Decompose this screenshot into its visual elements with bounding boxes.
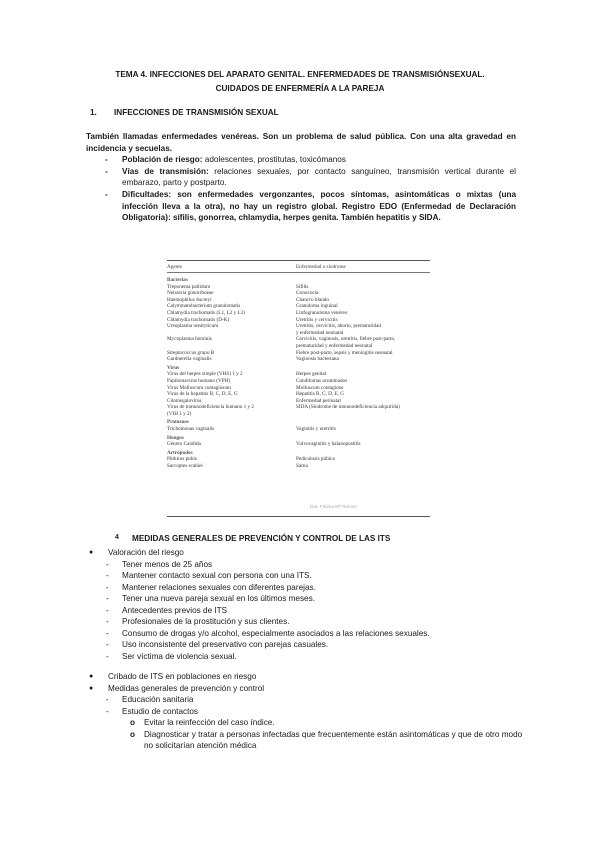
agent-cell: Virus de la hepatitis B, C, D, E, G: [167, 391, 238, 398]
table-row: [167, 297, 430, 304]
table-body: [167, 275, 430, 470]
agent-cell: Chlamydia trachomatis (D-K): [167, 316, 230, 323]
table-group-header: [167, 417, 430, 426]
section-1-body: [86, 131, 516, 224]
disease-cell: Gonococia: [296, 290, 319, 297]
disease-cell: Herpes genital: [296, 371, 327, 378]
disease-cell: Enfermedad perinatal: [296, 397, 341, 404]
table-row: [167, 310, 430, 317]
table-top-rule: [167, 260, 430, 261]
header-agent: Agente: [167, 264, 182, 270]
item-text: Diagnosticar y tratar a personas infectadas que frecuentemente están asintomáticas y que de otro modo no solicitarían atención médica: [144, 729, 523, 750]
table-row: [167, 456, 430, 463]
item-text: Educación sanitaria: [122, 695, 194, 704]
measures-list: [86, 694, 526, 717]
list-item: - Estudio de contactos: [106, 706, 199, 716]
item-text: Mantener contacto sexual con persona con una ITS.: [122, 571, 312, 580]
agent-cell: Mycoplasma hominis: [167, 336, 212, 343]
agent-cell: Citomegalovirus: [167, 397, 202, 404]
disease-cell: Fiebre post-parto, sepsis y meningitis neonatal: [296, 349, 393, 356]
table-row: [167, 284, 430, 291]
item-label: Dificultades:: [122, 189, 172, 199]
group-name: Artrópodos: [167, 449, 193, 456]
disease-cell: Linfogranuloma venéreo: [296, 309, 348, 316]
section-2-body: [86, 547, 526, 752]
agent-cell: [167, 330, 296, 337]
table-row: [167, 350, 430, 357]
table-row: [167, 404, 430, 411]
bullet-risk: [86, 547, 526, 559]
group-name: Virus: [167, 364, 180, 371]
item-text: Profesionales de la prostitución y sus clientes.: [122, 617, 290, 626]
bullet-measures: [86, 683, 526, 695]
table-row: [167, 391, 430, 398]
bullet-text: Medidas generales de prevención y control: [108, 683, 265, 693]
list-item: - Tener menos de 25 años: [106, 559, 213, 569]
bullet-icon: ●: [89, 684, 94, 692]
disease-cell: Condilomas acuminados: [296, 377, 348, 384]
table-row: [167, 317, 430, 324]
risk-factors-list: [86, 559, 526, 663]
item-text: Uso inconsistente del preservativo con parejas casuales.: [122, 640, 329, 649]
table-row: [167, 303, 430, 310]
table-group-header: [167, 275, 430, 284]
disease-cell: Molluscum contagioso: [296, 384, 344, 391]
document-title: [60, 68, 540, 96]
item-text: Evitar la reinfección del caso índice.: [144, 718, 275, 727]
agent-cell: Trichomonas vaginalis: [167, 426, 215, 433]
table-row: [167, 441, 430, 448]
item-text: adolescentes, prostitutas, toxicómanos: [202, 155, 346, 165]
bullet-text: Valoración del riesgo: [108, 548, 184, 557]
disease-cell: Uretritis, cervicitis, aborto, prematuridad: [296, 323, 381, 330]
table-row: [167, 378, 430, 385]
section-title: MEDIDAS GENERALES DE PREVENCIÓN Y CONTROL DE LAS ITS: [132, 534, 391, 543]
disease-cell: Vaginosis bacteriana: [296, 356, 339, 363]
group-name: Hongos: [167, 434, 184, 441]
table-row: [167, 426, 430, 433]
agent-cell: Virus de inmunodeficiencia humano 1 y 2: [167, 404, 254, 411]
agent-cell: Gardnerella vaginalis: [167, 356, 212, 363]
watermark: Dra. Fátima Mª Ramos: [310, 504, 357, 509]
table-group-header: [167, 448, 430, 457]
table-row: [167, 336, 430, 343]
agent-cell: [167, 343, 296, 350]
item-text: Estudio de contactos: [122, 706, 199, 716]
table-row: [167, 356, 430, 363]
item-text: Mantener relaciones sexuales con diferentes parejas.: [122, 582, 316, 592]
list-item: - Mantener contacto sexual con persona con una ITS.: [106, 571, 312, 580]
item-text: son enfermedades vergonzantes, pocos síntomas, asintomáticas o mixtas (una infección lleva a la otra), no hay un registro global. Registro EDO (Enfermedad de Declaración Obligatoria): sífilis, gonorrea, chlamydia, herpes genita. También hepatitis y SIDA.: [122, 189, 516, 223]
table-row: [167, 323, 430, 330]
disease-cell: Sífilis: [296, 283, 309, 290]
arrow-bullet-icon: 4: [115, 534, 119, 541]
agent-cell: Treponema pallidum: [167, 283, 211, 290]
agent-cell: Calymmatobacterium granulomatis: [167, 303, 241, 310]
list-item: - Consumo de drogas y/o alcohol, especialmente asociados a las relaciones sexuales.: [106, 628, 430, 638]
list-item: - Educación sanitaria: [106, 695, 194, 704]
table-row: [167, 371, 430, 378]
disease-cell: Pediculosis púbica: [296, 456, 335, 463]
agent-cell: Phthirus pubis: [167, 456, 197, 463]
list-item: - Mantener relaciones sexuales con diferentes parejas.: [106, 582, 316, 592]
disease-cell: Sarna: [296, 463, 308, 470]
group-name: Protozoos: [167, 419, 189, 426]
list-item: - Población de riesgo: adolescentes, prostitutas, toxicómanos: [105, 155, 346, 165]
group-name: Bacterias: [167, 277, 188, 283]
item-text: relaciones sexuales, por contacto sanguíneo, transmisión vertical durante el embarazo, parto y postparto.: [122, 166, 516, 188]
item-text: Tener una nueva pareja sexual en los últimos meses.: [122, 594, 315, 603]
disease-cell: prematuridad y enfermedad neonatal: [296, 342, 373, 349]
list-item: - Tener una nueva pareja sexual en los últimos meses.: [106, 594, 315, 603]
intro-paragraph: También llamadas enfermedades venéreas. Son un problema de salud pública. Con una alta gravedad en incidencia y secuelas.: [86, 132, 516, 153]
risk-info-list: [86, 154, 516, 224]
item-text: Consumo de drogas y/o alcohol, especialmente asociados a las relaciones sexuales.: [122, 628, 430, 638]
table-header-rule: [167, 272, 430, 273]
title-line-1: TEMA 4. INFECCIONES DEL APARATO GENITAL. ENFERMEDADES DE TRANSMISIÓNSEXUAL.: [115, 70, 485, 79]
item-label: Población de riesgo:: [122, 155, 203, 165]
item-label: Vías de transmisión:: [122, 166, 209, 176]
bullet-text: Cribado de ITS en poblaciones en riesgo: [108, 672, 257, 681]
header-disease: Enfermedad o síndrome: [296, 264, 346, 270]
item-text: Tener menos de 25 años: [122, 559, 213, 569]
item-text: Antecedentes previos de ITS: [122, 605, 228, 615]
disease-cell: Cervicitis, vaginosis, uretritis, fiebre post-parto,: [296, 336, 396, 343]
section-title: INFECCIONES DE TRANSMISIÓN SEXUAL: [114, 108, 279, 117]
disease-cell: Vulvovaginitis y balanopostitis: [296, 441, 361, 448]
list-item: - Dificultades: son enfermedades vergonzantes, pocos síntomas, asintomáticas o mixtas (una infección lleva a la otra), no hay un registro global. Registro EDO (Enfermedad de Declaración Obligatoria): sífilis, gonorrea, chlamydia, herpes genita. También hepatitis y SIDA.: [105, 189, 516, 223]
disease-cell: Chancro blando: [296, 296, 329, 303]
table-group-header: [167, 433, 430, 442]
agent-cell: Sarcoptes scabiei: [167, 463, 203, 470]
contacts-list: [86, 717, 526, 752]
item-text: Ser víctima de violencia sexual.: [122, 651, 237, 661]
bullet-icon: ●: [89, 549, 94, 556]
agent-cell: Neisseria gonorrhoeae: [167, 290, 214, 297]
agent-cell: Género Candida: [167, 441, 201, 448]
list-item: - Profesionales de la prostitución y sus clientes.: [106, 617, 290, 626]
bullet-icon: ●: [89, 673, 94, 680]
agent-cell: Papilomavirus humano (VPH): [167, 377, 231, 384]
list-item: - Ser víctima de violencia sexual.: [106, 651, 237, 661]
title-line-2: CUIDADOS DE ENFERMERÍA A LA PAREJA: [215, 84, 385, 93]
agent-cell: Virus del herpes simple (VHS) 1 y 2: [167, 371, 243, 378]
disease-cell: y enfermedad neonatal: [296, 329, 344, 336]
table-row: [167, 385, 430, 392]
disease-cell: Granuloma inguinal: [296, 303, 338, 310]
disease-cell: [296, 411, 430, 418]
table-row: [167, 290, 430, 297]
bullet-screening: [86, 671, 526, 683]
disease-cell: Uretritis y cervicitis: [296, 316, 338, 323]
table-row: [167, 411, 430, 418]
agent-cell: Streptococcus grupo B: [167, 349, 215, 356]
table-bottom-rule: [167, 516, 430, 517]
list-item: - Vías de transmisión: relaciones sexuales, por contacto sanguíneo, transmisión vertical durante el embarazo, parto y postparto.: [105, 166, 516, 188]
section-number: 1.: [90, 108, 97, 117]
table-row: [167, 463, 430, 470]
table-row: [167, 343, 430, 350]
disease-cell: Vaginitis y uretritis: [296, 426, 336, 433]
list-item: - Antecedentes previos de ITS: [106, 605, 228, 615]
agent-cell: Haemophilus ducreyi: [167, 296, 212, 303]
sti-agents-table: [167, 258, 430, 520]
agent-cell: Virus Molluscum contagiosum: [167, 384, 231, 391]
agent-cell: Chlamydia trachomatis (L1, L2 y L3): [167, 309, 246, 316]
list-item: o Diagnosticar y tratar a personas infectadas que frecuentemente están asintomáticas y que de otro modo no solicitarían atención médica: [130, 729, 523, 750]
agent-cell: Ureoplasma urealyticum: [167, 323, 219, 330]
disease-cell: Hepatitis B, C, D, E, G: [296, 391, 344, 398]
list-item: - Uso inconsistente del preservativo con parejas casuales.: [106, 640, 329, 649]
disease-cell: SIDA (Síndrome de inmunodeficiencia adquirida): [296, 404, 400, 411]
list-item: o Evitar la reinfección del caso índice.: [130, 718, 275, 727]
agent-cell: (VIH 1 y 2): [167, 410, 192, 417]
